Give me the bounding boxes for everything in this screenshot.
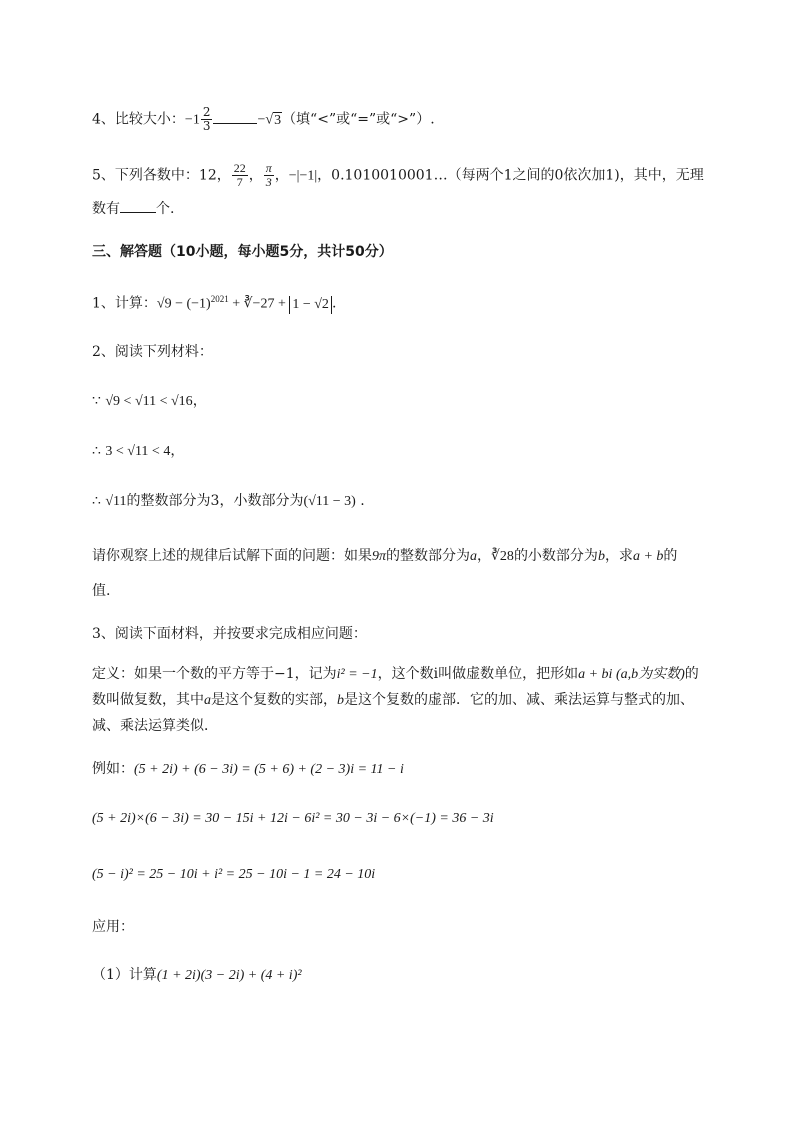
p2-q-d: a <box>470 549 478 564</box>
q5-answer-blank[interactable] <box>120 198 156 213</box>
q5-f1-num: 22 <box>233 161 246 175</box>
q4-answer-blank[interactable] <box>213 109 257 124</box>
p3-ex-label: 例如： <box>92 761 134 777</box>
q5-rest: ，0.1010010001…（每两个1之间的0依次加1)，其中，无理 <box>317 167 704 184</box>
p2-l3-a: √11 <box>105 494 127 509</box>
section-3-title: 三、解答题（10小题，每小题5分，共计50分） <box>92 244 393 260</box>
q5-fraction-pi-3 <box>264 162 274 189</box>
p2-q-k: 的 <box>663 548 678 564</box>
p3-def1-a: 定义：如果一个数的平方等于−1，记为 <box>92 666 337 682</box>
q4-frac-num: 2 <box>202 105 211 119</box>
p2-l3-d: . <box>355 493 365 509</box>
p3-def-line-2 <box>92 689 694 712</box>
p3-example-3: (5 − i)² = 25 − 10i + i² = 25 − 10i − 1 = 24 − 10i <box>92 867 376 882</box>
p3-ex1: (5 + 2i) + (6 − 3i) = (5 + 6) + (2 − 3)i = 11 − i <box>134 762 404 777</box>
p2-line-2 <box>92 440 184 463</box>
p3-def1-b: i² = −1 <box>336 667 378 682</box>
p2-l3-c: (√11 − 3) <box>303 494 356 509</box>
q5-line2-suffix: 个. <box>156 201 175 217</box>
q5-line2-prefix: 数有 <box>92 201 120 217</box>
q5-sep2: ， <box>274 167 289 184</box>
p3-app1-b: (1 + 2i)(3 − 2i) + (4 + i)² <box>156 968 302 983</box>
p2-q-b: 9π <box>372 549 387 564</box>
p3-def-line-3: 减、乘法运算类似． <box>92 718 218 734</box>
p2-q-e: ， <box>477 548 492 564</box>
p3-def-line-1 <box>92 663 699 686</box>
because-symbol: ∵ <box>92 393 106 409</box>
q4-right-sign: − <box>257 112 266 128</box>
p3-application-1 <box>92 964 302 987</box>
p1-abs: 1 − √2 <box>289 296 332 314</box>
p3-def1-d: a + bi (a,b为实数) <box>578 667 685 682</box>
p2-l2-suf: ， <box>170 443 185 459</box>
q4-frac-den: 3 <box>202 119 211 133</box>
p2-q-a: 请你观察上述的规律后试解下面的问题：如果 <box>92 548 372 564</box>
p3-example-2: (5 + 2i)×(6 − 3i) = 30 − 15i + 12i − 6i² = 30 − 3i − 6×(−1) = 36 − 3i <box>92 811 494 826</box>
p2-line-1 <box>92 390 207 413</box>
p2-q-i: ，求 <box>604 548 633 564</box>
p2-question-line-1 <box>92 545 677 568</box>
q5-f2-num: π <box>265 161 272 175</box>
p1-prefix: 1、计算： <box>92 295 157 312</box>
p3-def1-c: ，这个数i叫做虚数单位，把形如 <box>377 666 579 682</box>
p3-def2-a: 数叫做复数，其中 <box>92 692 204 708</box>
p2-l1-expr: √9 < √11 < √16 <box>105 394 193 409</box>
p2-line-3 <box>92 490 365 513</box>
p3-example-1 <box>92 758 404 781</box>
p3-application-label: 应用： <box>92 919 134 935</box>
question-4: 4、比较大小：−1 $\frac{2}{3}$ −√3（填“<”或“=”或“>”）. <box>92 105 435 133</box>
p1-expr-a: √9 − (−1) <box>156 296 211 312</box>
p2-q-j: a + b <box>632 549 664 564</box>
p2-q-h: b <box>597 549 605 564</box>
question-5 <box>92 162 704 189</box>
p3-def2-b: a <box>204 693 211 708</box>
p3-app1-a: （1）计算 <box>92 967 157 983</box>
p2-q-c: 的整数部分为 <box>386 548 471 564</box>
q4-sqrt: 3 <box>274 112 282 128</box>
p2-l1-suf: ， <box>192 393 207 409</box>
problem-2-intro: 2、阅读下列材料： <box>92 344 213 360</box>
q4-prefix: 4、比较大小： <box>92 111 185 128</box>
p3-def2-c: 是这个复数的实部， <box>211 692 337 708</box>
p3-def1-e: 的 <box>684 666 699 682</box>
problem-3-intro: 3、阅读下面材料，并按要求完成相应问题： <box>92 626 367 642</box>
q5-abs-expr: −|−1| <box>288 168 318 184</box>
q4-fraction <box>201 106 213 133</box>
q4-mixed-number-whole: −1 <box>184 112 200 128</box>
q5-f2-den: 3 <box>265 175 272 189</box>
q5-prefix: 5、下列各数中：12， <box>92 167 231 184</box>
p3-def2-d: b <box>337 693 344 708</box>
q5-fraction-22-7 <box>232 162 248 189</box>
p1-expr-b: + ∛−27 + <box>228 296 290 312</box>
p2-l3-b: 的整数部分为3，小数部分为 <box>126 493 304 509</box>
q4-suffix: （填“<”或“=”或“>”）. <box>282 111 435 128</box>
p2-l2-expr: 3 < √11 < 4 <box>105 444 171 459</box>
q5-f1-den: 7 <box>236 175 243 189</box>
p2-q-f: ∛28 <box>491 549 514 564</box>
p2-q-g: 的小数部分为 <box>513 548 598 564</box>
p2-question-line-2: 值. <box>92 583 111 599</box>
p3-def2-e: 是这个复数的虚部．它的加、减、乘法运算与整式的加、 <box>344 692 694 708</box>
p1-suffix: . <box>331 295 337 312</box>
q5-sep1: ， <box>248 167 263 184</box>
question-5-line2 <box>92 198 174 220</box>
therefore-symbol: ∴ <box>92 443 106 459</box>
problem-1 <box>92 288 336 316</box>
therefore-symbol-2: ∴ <box>92 493 106 509</box>
p1-exponent: 2021 <box>210 294 229 304</box>
